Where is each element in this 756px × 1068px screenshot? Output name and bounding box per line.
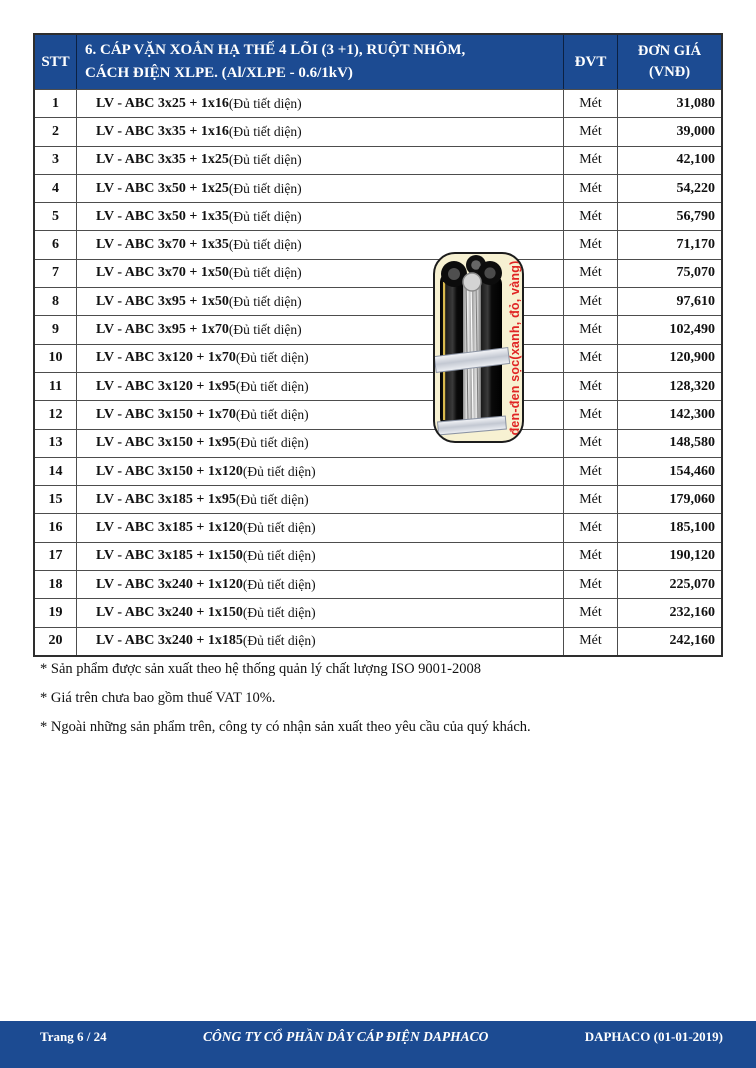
product-note: (Đủ tiết diện) (242, 548, 316, 564)
cell-stt: 12 (35, 401, 77, 428)
cell-product (77, 118, 564, 145)
cell-unit: Mét (564, 628, 618, 655)
cell-unit: Mét (564, 486, 618, 513)
cell-unit: Mét (564, 543, 618, 570)
table-row (35, 429, 721, 457)
cell-unit: Mét (564, 430, 618, 457)
cell-unit: Mét (564, 345, 618, 372)
product-note: (Đủ tiết diện) (228, 152, 302, 168)
table-row (35, 202, 721, 230)
cable-photo (433, 252, 524, 443)
product-name: LV - ABC 3x150 + 1x70 (96, 406, 236, 422)
table-row (35, 315, 721, 343)
product-note: (Đủ tiết diện) (228, 265, 302, 281)
cell-unit: Mét (564, 175, 618, 202)
header-price (618, 35, 721, 89)
product-note: (Đủ tiết diện) (228, 208, 302, 224)
cell-stt: 4 (35, 175, 77, 202)
cell-stt: 16 (35, 514, 77, 541)
table-row (35, 513, 721, 541)
cell-stt: 11 (35, 373, 77, 400)
cell-price: 225,070 (669, 576, 715, 592)
cell-stt: 7 (35, 260, 77, 287)
cell-product (77, 458, 564, 485)
cell-product (77, 90, 564, 117)
cell-price: 71,170 (676, 237, 715, 253)
product-note: (Đủ tiết diện) (235, 435, 309, 451)
cell-price: 232,160 (669, 604, 715, 620)
product-name: LV - ABC 3x240 + 1x120 (96, 576, 243, 592)
table-row (35, 344, 721, 372)
footer-edition: DAPHACO (01-01-2019) (584, 1029, 723, 1044)
cell-stt: 20 (35, 628, 77, 655)
product-name: LV - ABC 3x70 + 1x50 (96, 265, 229, 281)
cell-stt: 3 (35, 147, 77, 174)
cell-stt: 18 (35, 571, 77, 598)
footer-bar (0, 1021, 756, 1068)
product-name: LV - ABC 3x185 + 1x95 (96, 491, 236, 507)
product-note: (Đủ tiết diện) (242, 576, 316, 592)
footer-page-number: Trang 6 / 24 (40, 1029, 107, 1044)
product-note: (Đủ tiết diện) (228, 293, 302, 309)
table-row (35, 542, 721, 570)
product-name: LV - ABC 3x70 + 1x35 (96, 237, 229, 253)
header-product-title (77, 35, 564, 89)
cell-stt: 15 (35, 486, 77, 513)
cell-product (77, 628, 564, 655)
cell-unit: Mét (564, 514, 618, 541)
header-stt: STT (35, 35, 77, 89)
cell-unit: Mét (564, 231, 618, 258)
cell-price: 154,460 (669, 463, 715, 479)
cell-unit: Mét (564, 203, 618, 230)
cell-price: 97,610 (676, 293, 715, 309)
cell-stt: 17 (35, 543, 77, 570)
product-name: LV - ABC 3x50 + 1x35 (96, 208, 229, 224)
table-row (35, 400, 721, 428)
product-name: LV - ABC 3x240 + 1x150 (96, 604, 243, 620)
cell-price: 142,300 (669, 406, 715, 422)
cell-product (77, 571, 564, 598)
table-row (35, 230, 721, 258)
product-name: LV - ABC 3x95 + 1x70 (96, 322, 229, 338)
cell-price: 31,080 (676, 95, 715, 111)
table-row (35, 627, 721, 655)
cell-price: 190,120 (669, 548, 715, 564)
cell-price: 42,100 (676, 152, 715, 168)
cell-price: 56,790 (676, 208, 715, 224)
cell-stt: 13 (35, 430, 77, 457)
cell-unit: Mét (564, 373, 618, 400)
product-note: (Đủ tiết diện) (228, 180, 302, 196)
cell-stt: 8 (35, 288, 77, 315)
cell-stt: 1 (35, 90, 77, 117)
product-name: LV - ABC 3x150 + 1x120 (96, 463, 243, 479)
cell-product (77, 543, 564, 570)
footnote: * Sản phẩm được sản xuất theo hệ thống quản lý chất lượng ISO 9001-2008 (40, 661, 482, 677)
table-row (35, 89, 721, 117)
cell-price: 120,900 (669, 350, 715, 366)
header-title-line2: CÁCH ĐIỆN XLPE. (Al/XLPE - 0.6/1kV) (85, 65, 353, 81)
cell-price: 39,000 (676, 123, 715, 139)
table-row (35, 259, 721, 287)
cell-price: 102,490 (669, 322, 715, 338)
product-name: LV - ABC 3x120 + 1x70 (96, 350, 236, 366)
cell-price: 75,070 (676, 265, 715, 281)
product-name: LV - ABC 3x120 + 1x95 (96, 378, 236, 394)
product-name: LV - ABC 3x95 + 1x50 (96, 293, 229, 309)
cell-product (77, 599, 564, 626)
product-note: (Đủ tiết diện) (242, 520, 316, 536)
product-name: LV - ABC 3x185 + 1x150 (96, 548, 243, 564)
cell-unit: Mét (564, 401, 618, 428)
table-row (35, 287, 721, 315)
cell-product (77, 203, 564, 230)
product-name: LV - ABC 3x25 + 1x16 (96, 95, 229, 111)
cell-stt: 19 (35, 599, 77, 626)
cell-price: 148,580 (669, 435, 715, 451)
product-name: LV - ABC 3x185 + 1x120 (96, 520, 243, 536)
product-note: (Đủ tiết diện) (235, 406, 309, 422)
cell-stt: 10 (35, 345, 77, 372)
cell-unit: Mét (564, 316, 618, 343)
cell-price: 179,060 (669, 491, 715, 507)
cell-price: 128,320 (669, 378, 715, 394)
product-name: LV - ABC 3x50 + 1x25 (96, 180, 229, 196)
product-note: (Đủ tiết diện) (235, 491, 309, 507)
product-note: (Đủ tiết diện) (228, 95, 302, 111)
header-price-line1: ĐƠN GIÁ (637, 43, 702, 59)
cell-unit: Mét (564, 571, 618, 598)
cell-unit: Mét (564, 260, 618, 287)
cell-stt: 9 (35, 316, 77, 343)
footer-company-name: CÔNG TY CỔ PHẦN DÂY CÁP ĐIỆN DAPHACO (202, 1029, 489, 1044)
product-name: LV - ABC 3x150 + 1x95 (96, 435, 236, 451)
cell-unit: Mét (564, 599, 618, 626)
cell-stt: 5 (35, 203, 77, 230)
product-name: LV - ABC 3x35 + 1x16 (96, 123, 229, 139)
product-note: (Đủ tiết diện) (242, 633, 316, 649)
table-row (35, 457, 721, 485)
table-row (35, 485, 721, 513)
table-row (35, 174, 721, 202)
cell-price: 185,100 (669, 520, 715, 536)
price-table (33, 33, 723, 657)
product-note: (Đủ tiết diện) (228, 237, 302, 253)
cell-price: 54,220 (676, 180, 715, 196)
table-header-row (35, 35, 721, 89)
product-note: (Đủ tiết diện) (235, 350, 309, 366)
cell-price: 242,160 (669, 633, 715, 649)
cell-unit: Mét (564, 458, 618, 485)
footnotes (40, 661, 730, 748)
header-price-line2: (VNĐ) (648, 64, 691, 80)
header-title-line1: 6. CÁP VẶN XOẮN HẠ THẾ 4 LÕI (3 +1), RUỘT NHÔM, (85, 42, 466, 58)
cell-stt: 2 (35, 118, 77, 145)
product-name: LV - ABC 3x35 + 1x25 (96, 152, 229, 168)
cell-unit: Mét (564, 118, 618, 145)
product-name: LV - ABC 3x240 + 1x185 (96, 633, 243, 649)
table-body (35, 89, 721, 655)
table-row (35, 146, 721, 174)
cell-unit: Mét (564, 288, 618, 315)
product-note: (Đủ tiết diện) (242, 604, 316, 620)
table-row (35, 570, 721, 598)
cell-product (77, 175, 564, 202)
product-note: (Đủ tiết diện) (235, 378, 309, 394)
cable-color-label: đen-đen sọc(xanh, đỏ, vàng) (508, 260, 522, 435)
table-row (35, 598, 721, 626)
cell-product (77, 147, 564, 174)
table-row (35, 372, 721, 400)
header-unit: ĐVT (564, 35, 618, 89)
cell-unit: Mét (564, 90, 618, 117)
cell-stt: 14 (35, 458, 77, 485)
product-note: (Đủ tiết diện) (242, 463, 316, 479)
table-row (35, 117, 721, 145)
cell-stt: 6 (35, 231, 77, 258)
cell-product (77, 486, 564, 513)
product-note: (Đủ tiết diện) (228, 322, 302, 338)
footnote: * Giá trên chưa bao gồm thuế VAT 10%. (40, 690, 276, 706)
cell-product (77, 514, 564, 541)
footnote: * Ngoài những sản phẩm trên, công ty có nhận sản xuất theo yêu cầu của quý khách. (40, 719, 531, 735)
cell-unit: Mét (564, 147, 618, 174)
product-note: (Đủ tiết diện) (228, 123, 302, 139)
